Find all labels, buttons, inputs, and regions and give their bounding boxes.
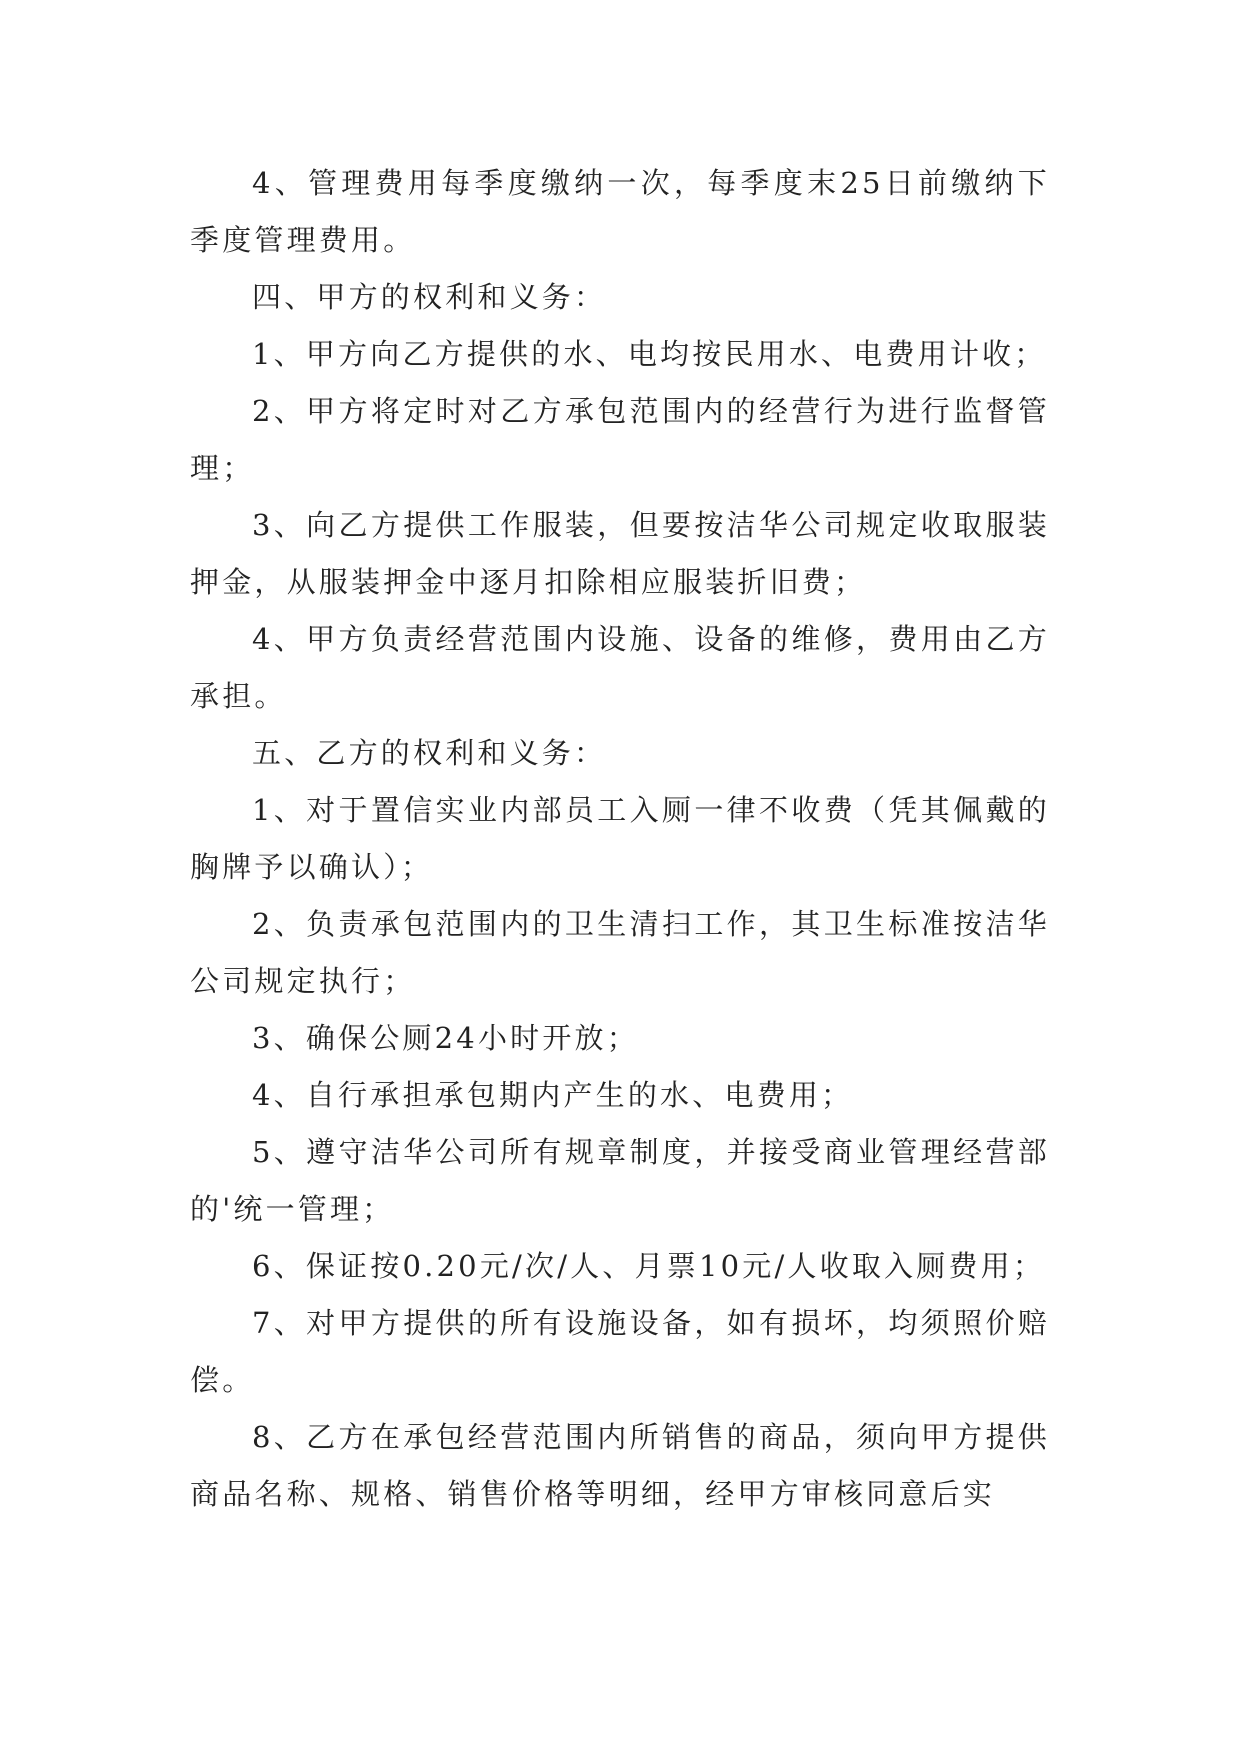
paragraph-item-4-fee-payment: 4、管理费用每季度缴纳一次，每季度末25日前缴纳下季度管理费用。 [190, 166, 1050, 257]
section-heading-party-a-rights: 四、甲方的权利和义务： [252, 280, 607, 314]
paragraph-party-a-1: 1、甲方向乙方提供的水、电均按民用水、电费用计收； [252, 337, 1047, 371]
paragraph-party-b-5: 5、遵守洁华公司所有规章制度，并接受商业管理经营部的'统一管理； [190, 1135, 1050, 1226]
paragraph-party-b-7: 7、对甲方提供的所有设施设备，如有损坏，均须照价赔偿。 [190, 1306, 1050, 1397]
paragraph-party-b-2: 2、负责承包范围内的卫生清扫工作，其卫生标准按洁华公司规定执行； [190, 907, 1050, 998]
paragraph-party-b-4: 4、自行承担承包期内产生的水、电费用； [252, 1078, 854, 1112]
paragraph-party-b-8: 8、乙方在承包经营范围内所销售的商品，须向甲方提供商品名称、规格、销售价格等明细，经甲方审核同意后实 [190, 1420, 1050, 1511]
paragraph-party-a-2: 2、甲方将定时对乙方承包范围内的经营行为进行监督管理； [190, 394, 1050, 485]
paragraph-party-a-4: 4、甲方负责经营范围内设施、设备的维修，费用由乙方承担。 [190, 622, 1050, 713]
paragraph-party-b-1: 1、对于置信实业内部员工入厕一律不收费（凭其佩戴的胸牌予以确认）； [190, 793, 1050, 884]
document-body [190, 155, 1050, 1523]
paragraph-party-b-6: 6、保证按0.20元/次/人、月票10元/人收取入厕费用； [252, 1249, 1046, 1283]
section-heading-party-b-rights: 五、乙方的权利和义务： [252, 736, 607, 770]
paragraph-party-b-3: 3、确保公厕24小时开放； [252, 1021, 639, 1055]
paragraph-party-a-3: 3、向乙方提供工作服装，但要按洁华公司规定收取服装押金，从服装押金中逐月扣除相应服装折旧费； [190, 508, 1050, 599]
